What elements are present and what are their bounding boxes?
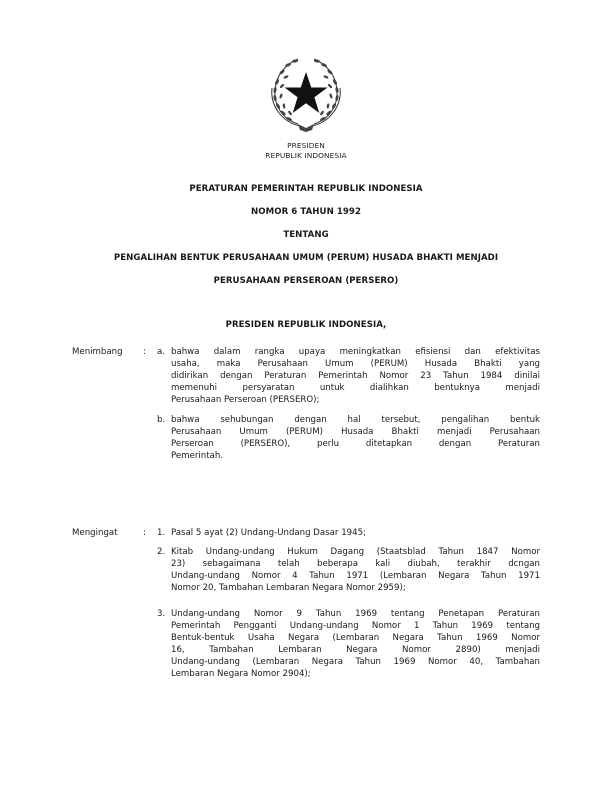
presidential-emblem-icon [268,52,344,136]
text-line: Undang-undang Nomor 9 Tahun 1969 tentang Penetapan Peraturan [171,609,540,619]
text-line: Pemerintah Pengganti Undang-undang Nomor 1 Tahun 1969 tentang [171,621,540,631]
mengingat-colon: : [143,528,146,538]
mengingat-item-3-marker: 3. [157,609,166,619]
menimbang-colon: : [143,347,146,357]
menimbang-item-b-marker: b. [157,415,166,425]
text-line: Kitab Undang-undang Hukum Dagang (Staatsblad Tahun 1847 Nomor [171,547,540,557]
text-line: memenuhi persyaratan untuk dialihkan bentuknya menjadi [171,383,540,393]
mengingat-item-2-marker: 2. [157,547,166,557]
text-line: Lembaran Negara Nomor 2904); [171,669,311,679]
text-line: Pasal 5 ayat (2) Undang-Undang Dasar 1945; [171,528,366,538]
text-line: bahwa sehubungan dengan hal tersebut, pengalihan bentuk [171,415,540,425]
text-line: usaha, maka Perusahaan Umum (PERUM) Husada Bhakti yang [171,359,540,369]
text-line: Undang-undang (Lembaran Negara Tahun 1969 Nomor 40, Tambahan [171,657,540,667]
text-line: Undang-undang Nomor 4 Tahun 1971 (Lembaran Negara Tahun 1971 [171,571,540,581]
title-tentang: TENTANG [283,230,329,240]
mengingat-item-1-marker: 1. [157,528,166,538]
text-line: didirikan dengan Peraturan Pemerintah Nomor 23 Tahun 1984 dinilai [171,371,540,381]
preamble-heading: PRESIDEN REPUBLIK INDONESIA, [225,320,387,330]
title-number-year: NOMOR 6 TAHUN 1992 [251,207,361,217]
title-subject-line1: PENGALIHAN BENTUK PERUSAHAAN UMUM (PERUM) HUSADA BHAKTI MENJADI [113,253,499,263]
text-line: 16, Tambahan Lembaran Negara Nomor 2890) menjadi [171,645,540,655]
emblem-caption-republik: REPUBLIK INDONESIA [265,151,347,160]
text-line: Perusahaan Perseroan (PERSERO); [171,395,320,405]
emblem-caption-presiden: PRESIDEN [287,141,325,150]
text-line: Nomor 20, Tambahan Lembaran Negara Nomor 2959); [171,583,406,593]
menimbang-item-b [171,414,540,462]
menimbang-label: Menimbang [72,347,123,357]
menimbang-item-a-marker: a. [157,347,165,357]
text-line: Perseroan (PERSERO), perlu ditetapkan dengan Peraturan [171,439,540,449]
title-regulation: PERATURAN PEMERINTAH REPUBLIK INDONESIA [189,184,423,194]
title-subject-line2: PERUSAHAAN PERSEROAN (PERSERO) [213,276,399,286]
text-line: bahwa dalam rangka upaya meningkatkan efisiensi dan efektivitas [171,347,540,357]
mengingat-item-1 [171,527,540,539]
text-line: Perusahaan Umum (PERUM) Husada Bhakti menjadi Perusahaan [171,427,540,437]
menimbang-item-a [171,346,540,406]
mengingat-label: Mengingat [72,528,118,538]
text-line: 23) sebagaimana telah beberapa kali diubah, terakhir dcngan [171,559,540,569]
mengingat-item-2 [171,546,540,594]
text-line: Pemerintah. [171,451,224,461]
text-line: Bentuk-bentuk Usaha Negara (Lembaran Negara Tahun 1969 Nomor [171,633,540,643]
mengingat-item-3 [171,608,540,680]
